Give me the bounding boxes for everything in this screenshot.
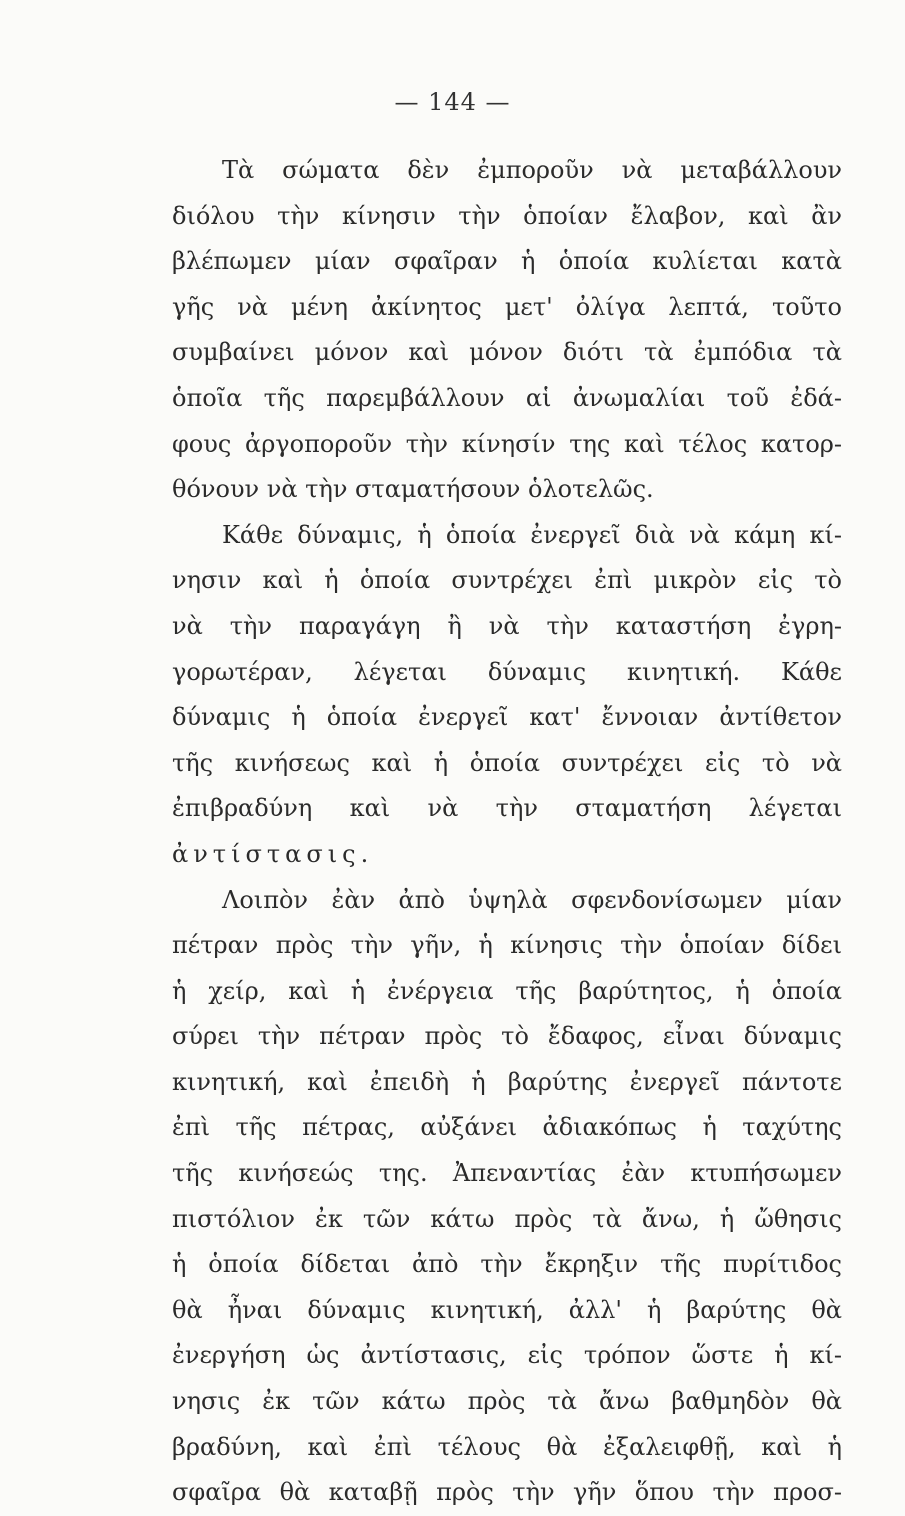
text-line: γορωτέραν, λέγεται δύναμις κινητική. Κάθε (172, 657, 842, 686)
text-line: θὰ ἦναι δύναμις κινητική, ἀλλ' ἡ βαρύτης θὰ (172, 1295, 842, 1324)
text-line: ὁποῖα τῆς παρεμβάλλουν αἱ ἀνωμαλίαι τοῦ ἐδά- (172, 383, 842, 412)
text-line: σφαῖρα θὰ καταβῇ πρὸς τὴν γῆν ὅπου τὴν προσ- (172, 1478, 842, 1507)
text-line: νὰ τὴν παραγάγη ἢ νὰ τὴν καταστήση ἐγρη- (172, 611, 842, 640)
text-line: γῆς νὰ μένη ἀκίνητος μετ' ὀλίγα λεπτά, τοῦτο (172, 292, 842, 321)
text-line: Λοιπὸν ἐὰν ἀπὸ ὑψηλὰ σφενδονίσωμεν μίαν (222, 885, 842, 914)
text-line: νησις ἐκ τῶν κάτω πρὸς τὰ ἄνω βαθμηδὸν θὰ (172, 1387, 842, 1416)
text-line: πιστόλιον ἐκ τῶν κάτω πρὸς τὰ ἄνω, ἡ ὤθησις (172, 1204, 842, 1233)
text-line: θόνουν νὰ τὴν σταματήσουν ὁλοτελῶς. (172, 475, 654, 504)
text-line: δύναμις ἡ ὁποία ἐνεργεῖ κατ' ἔννοιαν ἀντίθετον (172, 703, 842, 732)
text-line: συμβαίνει μόνον καὶ μόνον διότι τὰ ἐμπόδια τὰ (172, 338, 842, 367)
text-line: νησιν καὶ ἡ ὁποία συντρέχει ἐπὶ μικρὸν εἰς τὸ (172, 566, 842, 595)
text-line: κινητική, καὶ ἐπειδὴ ἡ βαρύτης ἐνεργεῖ πάντοτε (172, 1067, 842, 1096)
page-number: — 144 — (394, 88, 511, 116)
text-line: φους ἀργοποροῦν τὴν κίνησίν της καὶ τέλος κατορ- (172, 429, 842, 458)
text-line: σύρει τὴν πέτραν πρὸς τὸ ἔδαφος, εἶναι δύναμις (172, 1022, 842, 1051)
text-line: ἐνεργήση ὡς ἀντίστασις, εἰς τρόπον ὥστε ἡ κί- (172, 1341, 842, 1370)
text-line: ἡ χείρ, καὶ ἡ ἐνέργεια τῆς βαρύτητος, ἡ ὁποία (172, 976, 842, 1005)
text-line: βλέπωμεν μίαν σφαῖραν ἡ ὁποία κυλίεται κατὰ (172, 247, 842, 276)
text-line: πέτραν πρὸς τὴν γῆν, ἡ κίνησις τὴν ὁποίαν δίδει (172, 931, 842, 960)
text-line: τῆς κινήσεώς της. Ἀπεναντίας ἐὰν κτυπήσωμεν (172, 1159, 842, 1188)
text-line: διόλου τὴν κίνησιν τὴν ὁποίαν ἔλαβον, καὶ ἂν (172, 201, 842, 230)
text-line: Τὰ σώματα δὲν ἐμποροῦν νὰ μεταβάλλουν (222, 156, 842, 184)
text-line: βραδύνη, καὶ ἐπὶ τέλους θὰ ἐξαλειφθῇ, καὶ ἡ (172, 1432, 842, 1461)
text-line: ἐπὶ τῆς πέτρας, αὐξάνει ἀδιακόπως ἡ ταχύτης (172, 1113, 842, 1142)
text-line: Κάθε δύναμις, ἡ ὁποία ἐνεργεῖ διὰ νὰ κάμη κί- (222, 520, 842, 549)
text-line: ἡ ὁποία δίδεται ἀπὸ τὴν ἔκρηξιν τῆς πυρίτιδος (172, 1250, 842, 1279)
body-text (172, 148, 842, 1516)
text-line: τῆς κινήσεως καὶ ἡ ὁποία συντρέχει εἰς τὸ νὰ (172, 748, 842, 777)
text-line: ἐπιβραδύνη καὶ νὰ τὴν σταματήση λέγεται (172, 794, 842, 823)
text-line: ἀντίστασις. (172, 839, 374, 868)
